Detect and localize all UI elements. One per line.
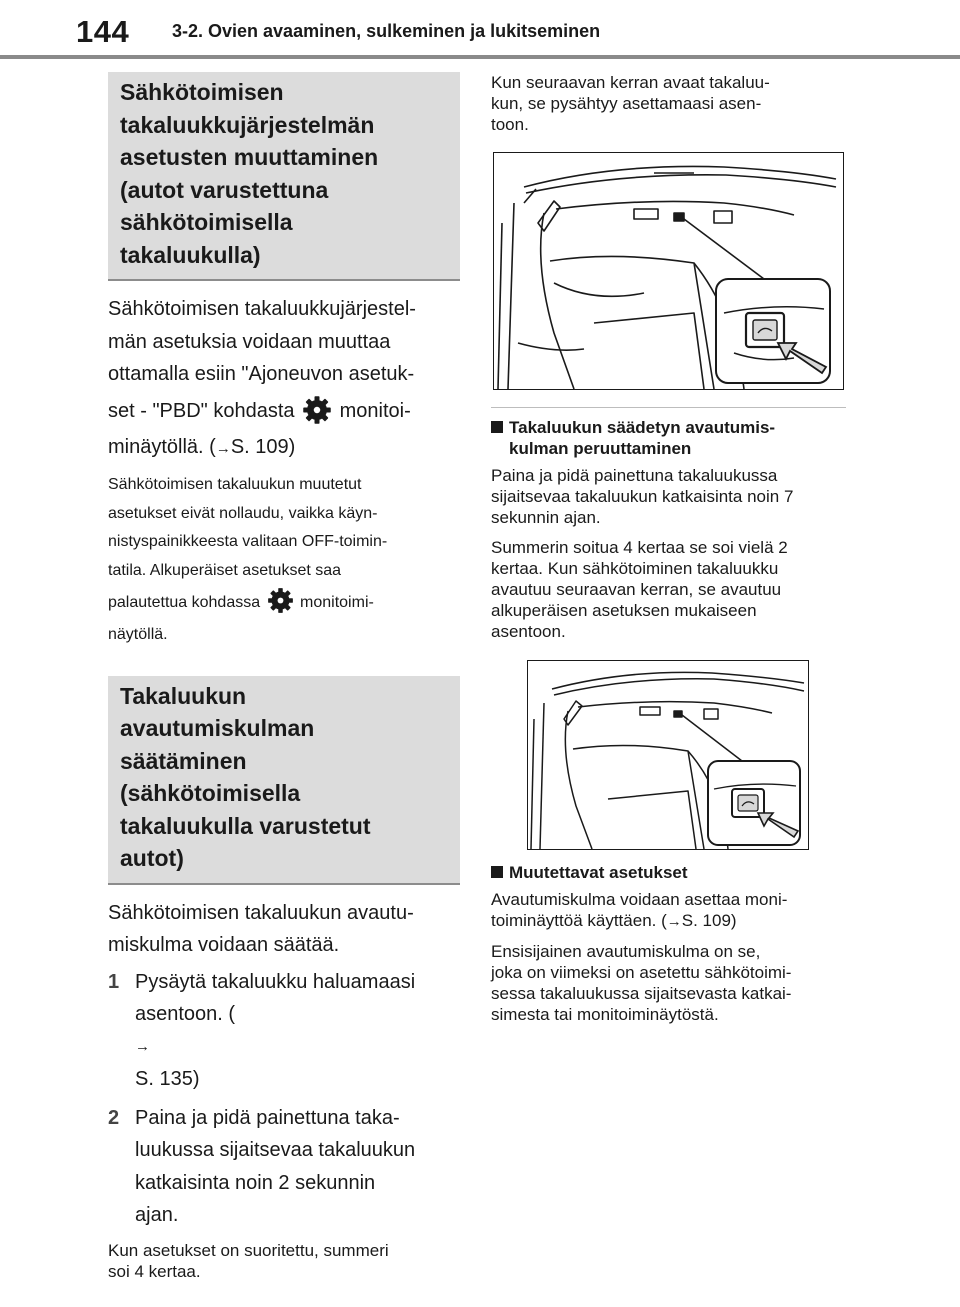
page-header <box>0 0 960 60</box>
completion-note: Kun asetukset on suoritettu, summeri soi 4 kertaa. <box>108 1240 389 1281</box>
note-paragraph: Sähkötoimisen takaluukun muutetut asetukset eivät nollaudu, vaikka käyn- nistyspainikkeesta valitaan OFF-toimin- tatila. Alkuperäiset asetukset saa palautettua kohdassa monitoimi- näytöllä. <box>108 476 388 643</box>
square-bullet-icon <box>491 421 503 433</box>
right-column <box>491 72 846 1025</box>
heading-line: Takaluukun <box>120 682 247 709</box>
heading-line: takaluukulla) <box>120 241 261 268</box>
gear-icon <box>267 587 294 614</box>
buzzer-paragraph: Summerin soitua 4 kertaa se soi vielä 2 kertaa. Kun sähkötoiminen takaluukku avautuu seuraavan kerran, se avautuu alkuperäisen asetuksen mukaiseen asentoon. <box>491 538 788 641</box>
tailgate-drawing <box>528 661 808 849</box>
header-rule <box>0 55 960 59</box>
step-number: 1 <box>108 970 120 993</box>
right-arrow-icon: → <box>666 913 682 930</box>
step-2: 2 Paina ja pidä painettuna taka- luukussa sijaitsevaa takaluukun katkaisinta noin 2 sekunnin ajan. <box>108 1102 460 1232</box>
default-angle-paragraph: Ensisijainen avautumiskulma on se, joka on viimeksi on asetettu sähkötoimi- sessa takaluukussa sijaitsevasta katkai- simesta tai monitoiminäytöstä. <box>491 942 792 1024</box>
cancel-paragraph: Paina ja pidä painettuna takaluukussa sijaitsevaa takaluukun katkaisinta noin 7 sekunnin ajan. <box>491 466 794 527</box>
right-arrow-icon: → <box>215 439 231 457</box>
angle-paragraph: Sähkötoimisen takaluukun avautu- miskulma voidaan säätää. <box>108 901 414 956</box>
heading-line: autot) <box>120 845 184 871</box>
settings-paragraph: Avautumiskulma voidaan asettaa moni- toiminäyttöä käyttäen. (→S. 109) <box>491 890 788 930</box>
tailgate-drawing <box>494 153 843 389</box>
section-title: 3-2. Ovien avaaminen, sulkeminen ja lukitseminen <box>172 21 601 41</box>
heading-line: asetusten muuttaminen <box>120 144 379 170</box>
heading-line: (autot varustettuna <box>120 176 329 203</box>
heading-line: avautumiskulman <box>120 715 315 741</box>
heading-line: Sähkötoimisen <box>120 79 284 105</box>
gear-icon <box>302 395 332 425</box>
heading-line: takaluukkujärjestelmän <box>120 111 375 138</box>
heading-box-settings <box>108 72 460 281</box>
heading-cancel-angle: Takaluukun säädetyn avautumis- kulman peruuttaminen <box>491 417 846 459</box>
square-bullet-icon <box>491 866 503 878</box>
heading-line: säätäminen <box>120 747 247 774</box>
right-arrow-icon: → <box>135 1037 150 1055</box>
tailgate-illustration-1 <box>493 152 844 390</box>
heading-box-angle <box>108 676 460 885</box>
next-open-paragraph: Kun seuraavan kerran avaat takaluu- kun, se pysähtyy asettamaasi asen- toon. <box>491 73 770 134</box>
step-1: 1 Pysäytä takaluukku haluamaasi asentoon. ( → S. 135) <box>108 966 460 1096</box>
step-number: 2 <box>108 1106 120 1129</box>
tailgate-illustration-2 <box>527 660 809 850</box>
intro-paragraph: Sähkötoimisen takaluukkujärjestel- män asetuksia voidaan muuttaa ottamalla esiin "Ajoneuvon asetuk- set - "PBD" kohdasta monitoi- minäytöllä. (→S. 109) <box>108 298 416 458</box>
heading-changeable-settings: Muutettavat asetukset <box>491 862 846 883</box>
heading-line: (sähkötoimisella <box>120 780 301 806</box>
heading-line: sähkötoimisella <box>120 209 293 235</box>
page-number: 144 <box>76 14 130 49</box>
left-column <box>108 72 460 1282</box>
heading-line: takaluukulla varustetut <box>120 812 371 839</box>
